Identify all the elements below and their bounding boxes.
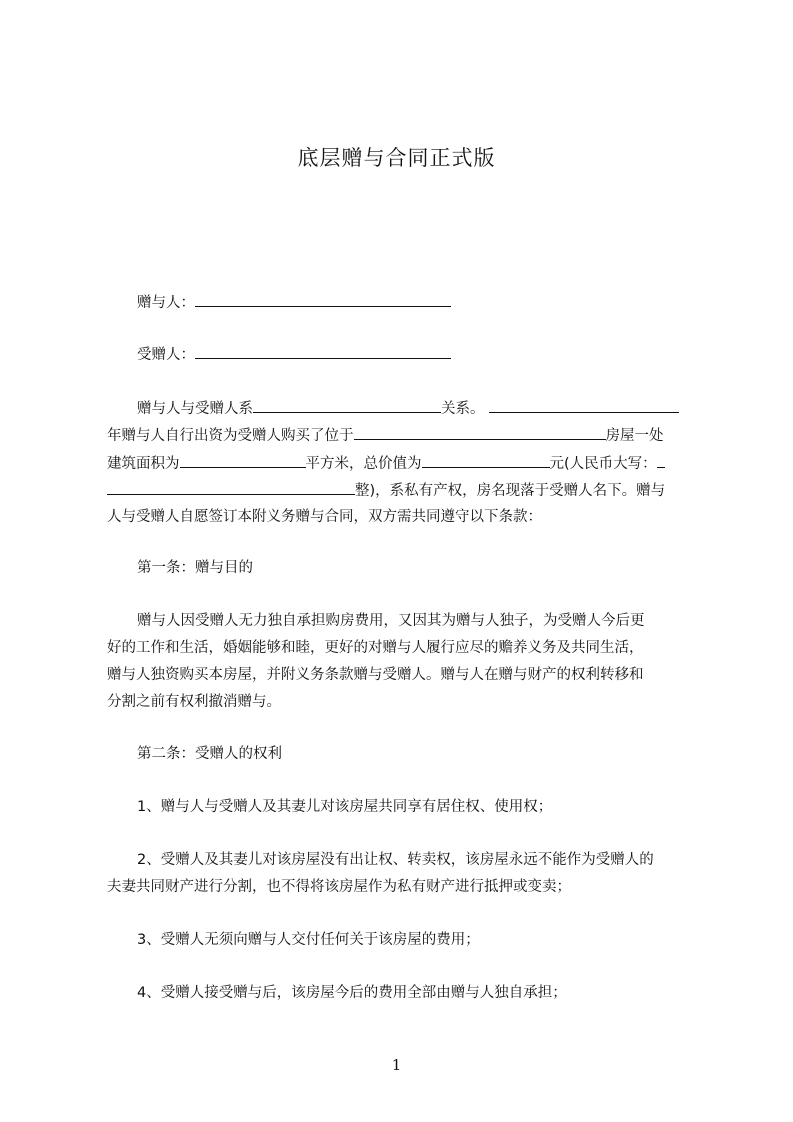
intro-line-1 — [137, 398, 679, 419]
area-blank — [180, 453, 306, 468]
donor-blank — [195, 292, 451, 307]
article-2-item-2-line-2: 夫妻共同财产进行分割，也不得将该房屋作为私有财产进行抵押或变卖； — [107, 879, 571, 895]
value-blank — [422, 453, 550, 468]
article-1-line-3: 赠与人独资购买本房屋，并附义务条款赠与受赠人。赠与人在赠与财产的权利转移和 — [107, 667, 644, 683]
intro-text: 整)，系私有产权，房名现落于受赠人名下。赠与 — [355, 483, 666, 499]
intro-line-4 — [107, 480, 665, 501]
intro-text: 年赠与人自行出资为受赠人购买了位于 — [107, 428, 354, 444]
intro-text: 建筑面积为 — [107, 456, 180, 472]
amount-words-blank — [657, 453, 665, 468]
page-number: 1 — [391, 1056, 402, 1074]
article-2-item-3: 3、受赠人无须向赠与人交付任何关于该房屋的费用； — [137, 932, 480, 948]
donor-label: 赠与人： — [137, 295, 195, 311]
donor-line — [137, 292, 451, 313]
article-2-item-1: 1、赠与人与受赠人及其妻儿对该房屋共同享有居住权、使用权； — [137, 799, 553, 815]
article-1-heading: 第一条：赠与目的 — [137, 560, 253, 576]
relation-blank — [253, 398, 441, 413]
location-blank — [354, 425, 606, 440]
intro-line-5 — [107, 507, 542, 527]
article-2-heading: 第二条：受赠人的权利 — [137, 746, 282, 762]
intro-text: 元(人民币大写： — [549, 456, 657, 472]
donee-label: 受赠人： — [137, 347, 195, 363]
amount-words-blank-cont — [107, 480, 355, 495]
intro-text: 人与受赠人自愿签订本附义务赠与合同，双方需共同遵守以下条款： — [107, 509, 542, 525]
article-1-line-4: 分割之前有权利撤消赠与。 — [107, 694, 281, 710]
intro-line-2 — [107, 425, 664, 446]
article-1-line-1: 赠与人因受赠人无力独自承担购房费用，又因其为赠与人独子，为受赠人今后更 — [137, 613, 645, 629]
intro-text: 关系。 — [441, 401, 485, 417]
article-2-item-4: 4、受赠人接受赠与后，该房屋今后的费用全部由赠与人独自承担； — [137, 985, 567, 1001]
article-1-line-2: 好的工作和生活，婚姻能够和睦，更好的对赠与人履行应尽的赡养义务及共同生活， — [107, 640, 644, 656]
article-2-item-2-line-1: 2、受赠人及其妻儿对该房屋没有出让权、转卖权，该房屋永远不能作为受赠人的 — [137, 852, 654, 868]
donee-line — [137, 344, 451, 365]
intro-text: 平方米，总价值为 — [305, 456, 422, 472]
intro-text: 赠与人与受赠人系 — [137, 401, 253, 417]
intro-line-3 — [107, 453, 665, 474]
donee-blank — [195, 344, 451, 359]
document-title: 底层赠与合同正式版 — [297, 146, 496, 170]
year-blank — [489, 398, 679, 413]
intro-text: 房屋一处 — [605, 428, 664, 444]
